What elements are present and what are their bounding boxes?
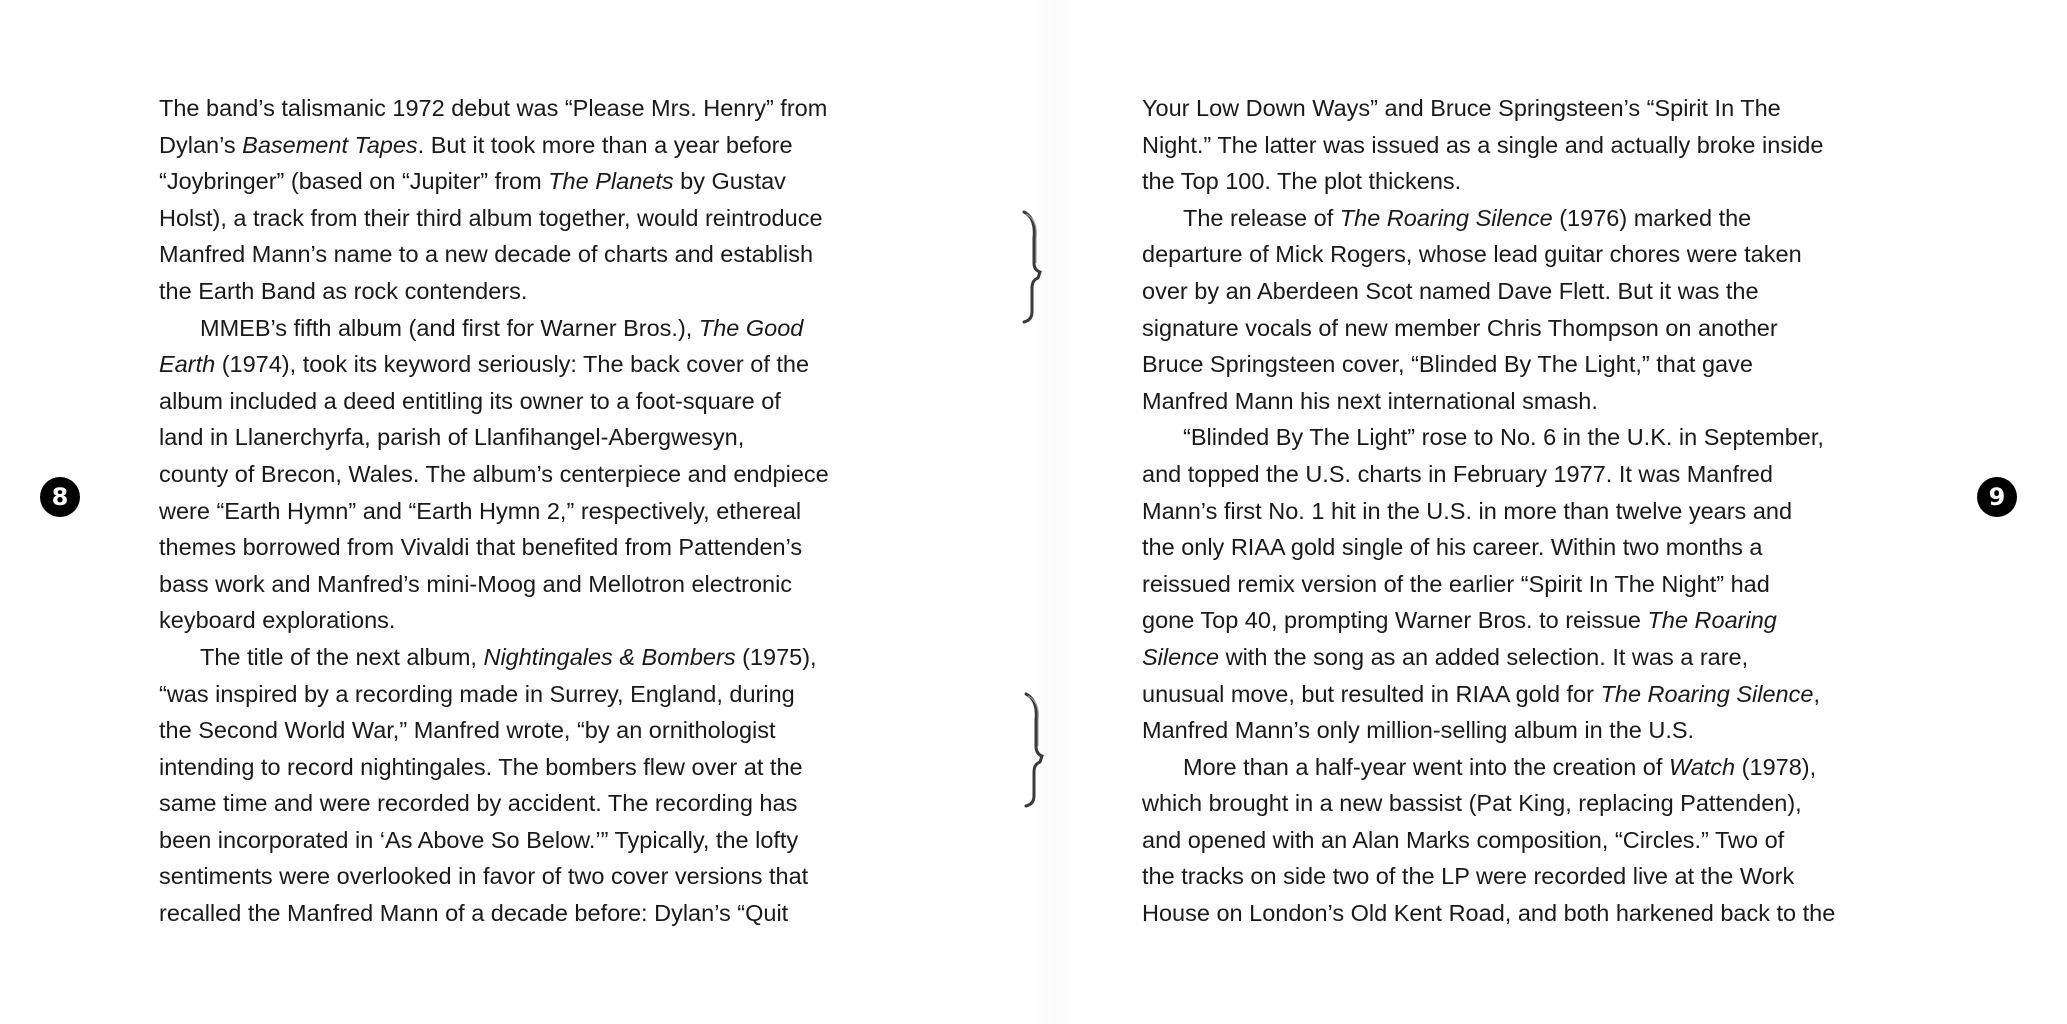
italic-title: Watch [1668,753,1736,780]
text-line [1142,676,1912,713]
text-run: sentiments were overlooked in favor of two cover versions that [159,863,809,890]
text-run: with the song as an added selection. It was a rare, [1219,643,1749,670]
text-line [159,895,919,932]
text-run: Night.” The latter was issued as a single and actually broke inside [1142,131,1824,158]
text-line [1142,419,1912,456]
text-run: bass work and Manfred’s mini-Moog and Mellotron electronic [159,570,793,597]
text-line [159,90,919,127]
text-line [1142,639,1912,676]
text-line [1142,273,1912,310]
italic-title: Basement Tapes [242,131,418,158]
text-line [1142,822,1912,859]
text-run: (1976) marked the [1552,204,1752,231]
text-run: gone Top 40, prompting Warner Bros. to reissue [1142,607,1648,634]
paragraph [1142,90,1912,200]
page-number-left: 8 [40,477,80,517]
text-run: The title of the next album, [200,643,484,670]
paragraph [1142,419,1912,748]
text-line [159,822,919,859]
text-run: unusual move, but resulted in RIAA gold for [1142,680,1601,707]
paragraph [159,310,919,639]
text-run: been incorporated in ‘As Above So Below.’” Typically, the lofty [159,826,799,853]
text-run: “was inspired by a recording made in Surrey, England, during [159,680,795,707]
text-run: reissued remix version of the earlier “Spirit In The Night” had [1142,570,1770,597]
page-number-right: 9 [1977,477,2017,517]
text-line [1142,749,1912,786]
text-run: (1974), took its keyword seriously: The back cover of the [215,351,810,378]
text-line [159,493,919,530]
paragraph [159,90,919,310]
text-run: by Gustav [673,168,786,195]
text-line [1142,858,1912,895]
right-page-text [1142,90,1912,932]
text-run: the Second World War,” Manfred wrote, “by an ornithologist [159,717,776,744]
text-run: “Blinded By The Light” rose to No. 6 in the U.K. in September, [1183,424,1824,451]
text-line [159,858,919,895]
text-line [159,310,919,347]
text-line [159,676,919,713]
text-run: Manfred Mann his next international smash. [1142,387,1598,414]
text-run: were “Earth Hymn” and “Earth Hymn 2,” respectively, ethereal [159,497,802,524]
text-run: same time and were recorded by accident. The recording has [159,790,798,817]
text-run: intending to record nightingales. The bombers flew over at the [159,753,803,780]
text-run: the Earth Band as rock contenders. [159,277,528,304]
text-line [1142,602,1912,639]
text-line [159,639,919,676]
text-line [159,566,919,603]
text-line [1142,90,1912,127]
text-run: album included a deed entitling its owner to a foot-square of [159,387,781,414]
text-run: departure of Mick Rogers, whose lead guitar chores were taken [1142,241,1802,268]
italic-title: The Good [698,314,804,341]
text-run: Mann’s first No. 1 hit in the U.S. in more than twelve years and [1142,497,1793,524]
text-run: Your Low Down Ways” and Bruce Springsteen’s “Spirit In The [1142,95,1781,121]
text-line [1142,383,1912,420]
text-line [159,236,919,273]
text-run: signature vocals of new member Chris Thompson on another [1142,314,1778,341]
text-run: land in Llanerchyrfa, parish of Llanfihangel-Abergwesyn, [159,424,745,451]
text-run: MMEB’s fifth album (and first for Warner Bros.), [200,314,699,341]
text-run: Holst), a track from their third album together, would reintroduce [159,204,823,231]
text-run: Manfred Mann’s name to a new decade of charts and establish [159,241,814,268]
text-line [1142,895,1912,932]
text-line [1142,785,1912,822]
paragraph [159,639,919,932]
italic-title: Silence [1142,643,1220,670]
text-run: over by an Aberdeen Scot named Dave Flett. But it was the [1142,277,1759,304]
text-line [1142,236,1912,273]
italic-title: The Roaring Silence [1600,680,1814,707]
text-line [159,456,919,493]
text-run: , [1813,680,1820,707]
text-run: county of Brecon, Wales. The album’s centerpiece and endpiece [159,460,829,487]
paragraph [1142,749,1912,932]
text-run: The band’s talismanic 1972 debut was “Please Mrs. Henry” from [159,95,828,121]
italic-title: Earth [159,351,216,378]
spine-shadow [1025,0,1085,1024]
text-line [159,127,919,164]
left-page-text [159,90,919,932]
text-line [1142,346,1912,383]
text-run: and topped the U.S. charts in February 1977. It was Manfred [1142,460,1773,487]
text-run: the Top 100. The plot thickens. [1142,168,1462,195]
text-run: House on London’s Old Kent Road, and both harkened back to the [1142,900,1836,927]
text-line [159,163,919,200]
text-line [1142,566,1912,603]
staple-bottom [1018,690,1048,810]
text-run: the tracks on side two of the LP were recorded live at the Work [1142,863,1795,890]
text-line [159,602,919,639]
text-run: The release of [1183,204,1340,231]
text-line [1142,310,1912,347]
text-line [1142,163,1912,200]
text-run: Dylan’s [159,131,243,158]
text-run: keyboard explorations. [159,607,396,634]
text-run: recalled the Manfred Mann of a decade before: Dylan’s “Quit [159,900,789,927]
text-line [159,749,919,786]
text-run: and opened with an Alan Marks composition, “Circles.” Two of [1142,826,1785,853]
italic-title: The Roaring Silence [1339,204,1553,231]
staple-top [1018,208,1048,326]
text-run: Manfred Mann’s only million-selling album in the U.S. [1142,717,1695,744]
text-line [159,200,919,237]
text-line [159,529,919,566]
text-line [1142,529,1912,566]
text-run: which brought in a new bassist (Pat King, replacing Pattenden), [1142,790,1802,817]
paragraph [1142,200,1912,420]
text-run: (1975), [735,643,817,670]
italic-title: Nightingales & Bombers [483,643,736,670]
text-line [159,273,919,310]
text-line [1142,200,1912,237]
italic-title: The Roaring [1647,607,1777,634]
text-line [159,419,919,456]
text-run: themes borrowed from Vivaldi that benefited from Pattenden’s [159,534,803,561]
text-line [1142,493,1912,530]
text-run: More than a half-year went into the creation of [1183,753,1669,780]
text-line [159,346,919,383]
text-line [159,383,919,420]
text-line [159,785,919,822]
text-line [159,712,919,749]
text-run: Bruce Springsteen cover, “Blinded By The Light,” that gave [1142,351,1753,378]
text-run: . But it took more than a year before [417,131,793,158]
text-run: the only RIAA gold single of his career. Within two months a [1142,534,1763,561]
text-line [1142,127,1912,164]
text-line [1142,456,1912,493]
text-line [1142,712,1912,749]
italic-title: The Planets [548,168,674,195]
text-run: (1978), [1735,753,1817,780]
text-run: “Joybringer” (based on “Jupiter” from [159,168,549,195]
